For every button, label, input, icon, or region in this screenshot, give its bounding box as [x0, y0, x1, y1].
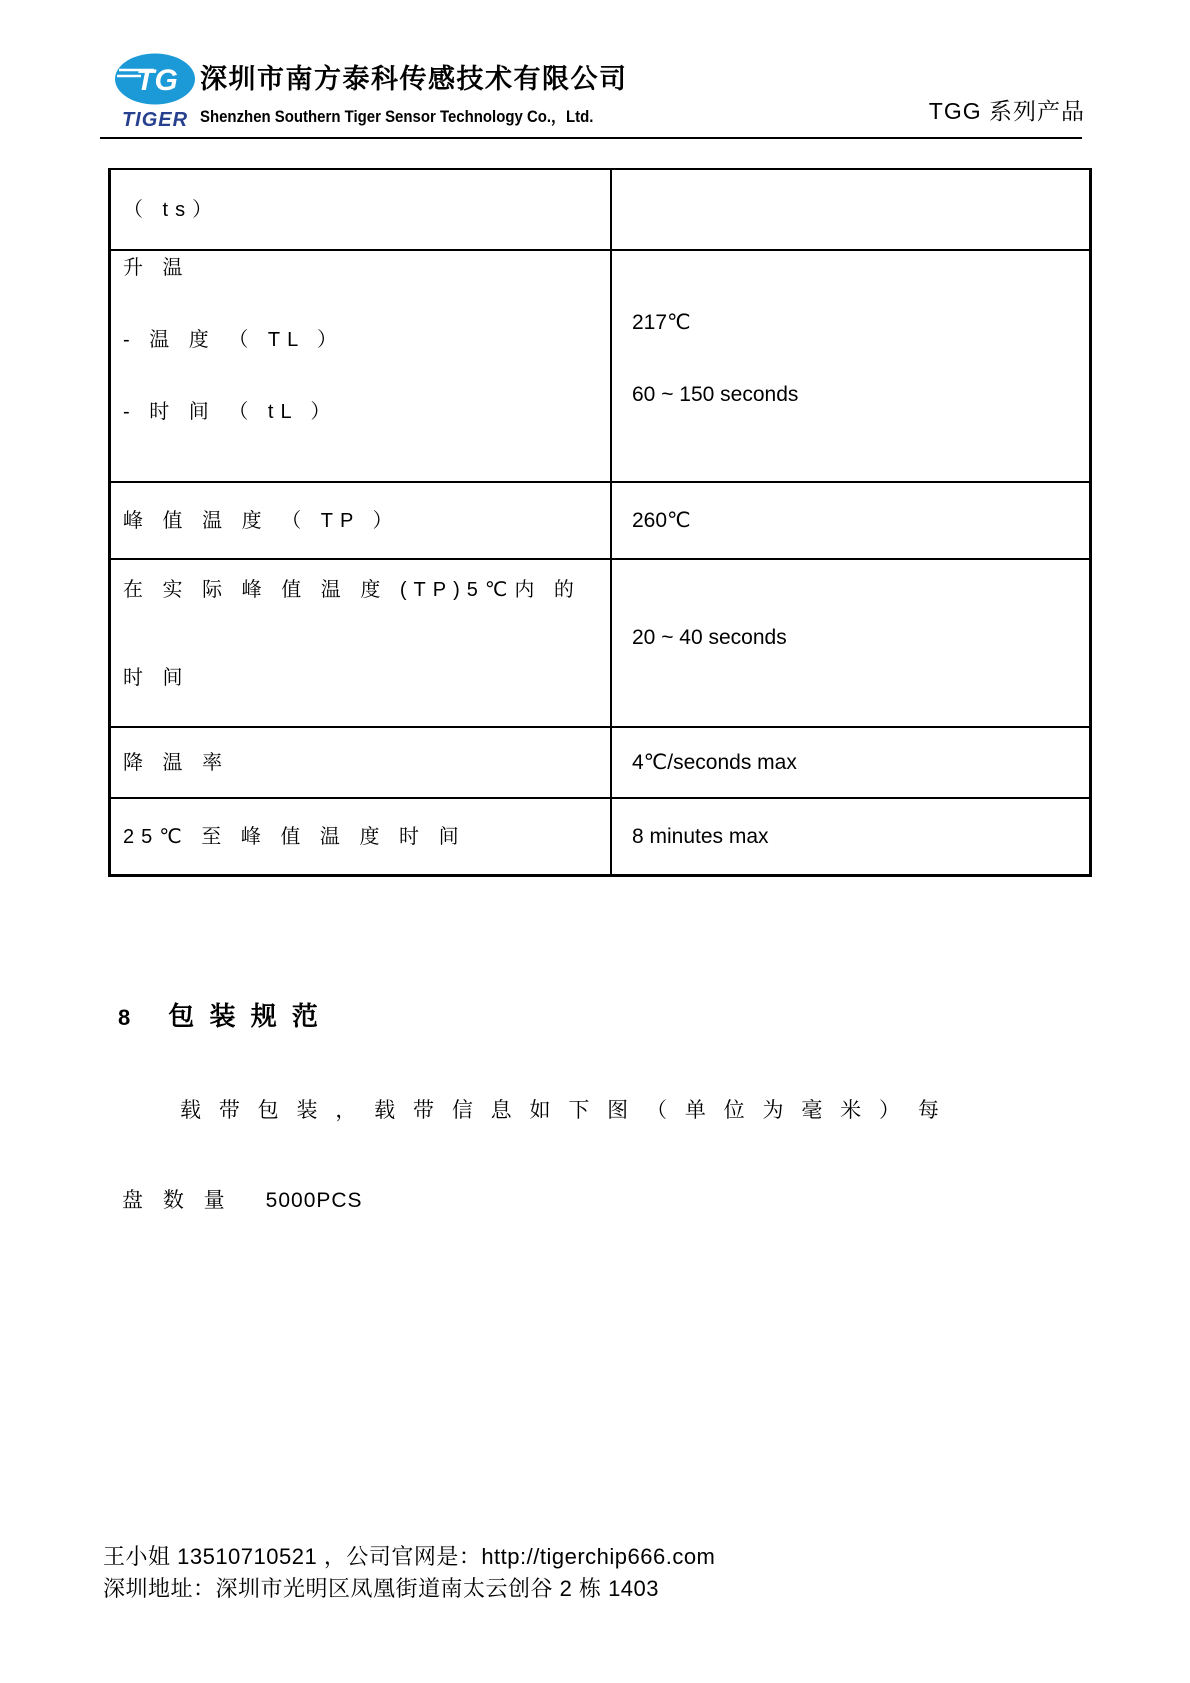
spec-row-1-label-cell	[111, 249, 612, 481]
section-number: 8	[118, 1005, 131, 1030]
spec-label-text: - 时 间 （ tL ）	[123, 401, 338, 423]
section-heading	[118, 996, 322, 1038]
company-name-cn: 深圳市南方泰科传感技术有限公司	[200, 64, 628, 94]
spec-row-4-label-cell	[111, 726, 612, 797]
spec-row-4-value-cell	[612, 726, 1089, 797]
footer-contact-line: 王小姐 13510710521 ，公司官网是：http://tigerchip666.com	[103, 1544, 716, 1569]
spec-label-text: - 温 度 （ TL ）	[123, 329, 345, 351]
product-series-label: TGG 系列产品	[928, 98, 1085, 124]
page-footer	[103, 1541, 715, 1605]
spec-label-text: 峰 值 温 度 （ TP ）	[123, 509, 400, 532]
spec-row-0-label-cell	[111, 170, 612, 249]
spec-value-text: 20 ~ 40 seconds	[632, 626, 787, 649]
logo-wordmark: TIGER	[121, 109, 189, 131]
header-divider	[100, 137, 1082, 139]
spec-label-text: 降 温 率	[123, 751, 230, 774]
spec-label-text: 时 间	[123, 667, 190, 689]
spec-label-text: 在 实 际 峰 值 温 度 (TP)5℃内 的	[123, 579, 581, 601]
spec-value-text: 260℃	[632, 508, 691, 532]
spec-row-5-value-cell	[612, 797, 1089, 874]
spec-row-3-value-cell	[612, 558, 1089, 726]
spec-value-text: 8 minutes max	[632, 824, 769, 848]
spec-row-1-value-cell	[612, 249, 1089, 481]
reel-quantity-label: 盘 数 量	[122, 1189, 232, 1212]
section-title: 包 装 规 范	[168, 1001, 322, 1031]
spec-row-5-label-cell	[111, 797, 612, 874]
reel-quantity-value: 5000PCS	[265, 1189, 363, 1212]
packing-paragraph-line2	[122, 1186, 363, 1216]
packing-paragraph-line1: 载 带 包 装 ， 载 带 信 息 如 下 图 （ 单 位 为 毫 米 ） 每	[180, 1099, 945, 1122]
spec-value-text: 60 ~ 150 seconds	[632, 383, 799, 406]
tiger-logo-icon	[112, 52, 200, 132]
spec-row-0-value-cell	[612, 170, 1089, 249]
spec-label-text: 升 温	[123, 257, 190, 279]
company-name-en: Shenzhen Southern Tiger Sensor Technology Co.，Ltd.	[200, 107, 594, 126]
spec-row-3-label-cell	[111, 558, 612, 726]
logo-monogram: TG	[136, 64, 178, 97]
spec-label-text: 25℃ 至 峰 值 温 度 时 间	[123, 825, 466, 848]
spec-row-2-value-cell	[612, 481, 1089, 558]
reflow-spec-table	[108, 168, 1092, 877]
spec-row-2-label-cell	[111, 481, 612, 558]
spec-label-text: （ ts）	[123, 198, 220, 221]
footer-address-line: 深圳地址：深圳市光明区凤凰街道南太云创谷 2 栋 1403	[103, 1576, 660, 1601]
spec-value-text: 4℃/seconds max	[632, 750, 797, 774]
spec-value-text: 217℃	[632, 311, 691, 334]
